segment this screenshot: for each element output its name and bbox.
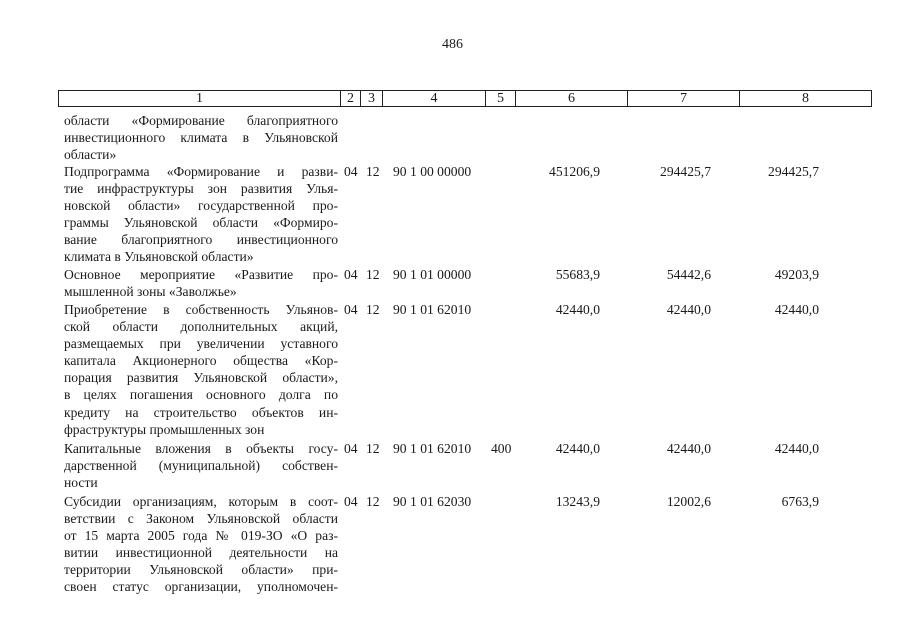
cell-amount-1: 451206,9 <box>549 164 600 179</box>
description-line: мышленной зоны «Заволжье» <box>64 284 237 300</box>
cell-target-article: 90 1 01 62010 <box>393 441 472 456</box>
table-row-description <box>64 163 338 266</box>
cell-amount-2: 42440,0 <box>666 302 711 317</box>
description-line: витии инвестиционной деятельности на <box>64 545 338 561</box>
cell-amount-1: 13243,9 <box>555 494 600 509</box>
description-line: области «Формирование благоприятного <box>64 113 338 128</box>
cell-subsection: 12 <box>366 302 380 317</box>
description-line: ности <box>64 475 98 491</box>
description-line: вание благоприятного инвестиционного <box>64 232 338 248</box>
table-row-description <box>64 301 338 438</box>
header-col-4: 4 <box>383 91 486 106</box>
cell-amount-3: 42440,0 <box>774 302 819 317</box>
cell-target-article: 90 1 01 62010 <box>393 302 472 317</box>
page-number: 486 <box>442 37 463 52</box>
header-col-5: 5 <box>486 91 516 106</box>
cell-amount-3: 49203,9 <box>774 267 819 282</box>
description-line: от 15 марта 2005 года № 019-ЗО «О раз- <box>64 528 338 544</box>
cell-subsection: 12 <box>366 267 380 282</box>
cell-amount-3: 42440,0 <box>774 441 819 456</box>
description-line: климата в Ульяновской области» <box>64 249 254 265</box>
cell-subsection: 12 <box>366 164 380 179</box>
cell-amount-2: 12002,6 <box>666 494 711 509</box>
description-line: области» <box>64 147 117 163</box>
table-row-description <box>64 493 338 596</box>
cell-target-article: 90 1 01 00000 <box>393 267 472 282</box>
header-col-1: 1 <box>59 91 341 106</box>
description-line: территории Ульяновской области» при- <box>64 562 338 578</box>
description-line: Субсидии организациям, которым в соот- <box>64 494 338 509</box>
cell-target-article: 90 1 01 62030 <box>393 494 472 509</box>
cell-section: 04 <box>344 164 358 179</box>
description-line: порация развития Ульяновской области», <box>64 370 338 386</box>
cell-amount-1: 55683,9 <box>555 267 600 282</box>
description-line: новской области» государственной про- <box>64 198 338 214</box>
table-row-description <box>64 266 338 300</box>
table-row-description <box>64 440 338 491</box>
description-line: Основное мероприятие «Развитие про- <box>64 267 338 282</box>
description-line: ской области дополнительных акций, <box>64 319 338 335</box>
description-line: дарственной (муниципальной) собствен- <box>64 458 338 474</box>
description-line: Подпрограмма «Формирование и разви- <box>64 164 338 179</box>
description-line: кредиту на строительство объектов ин- <box>64 404 338 420</box>
cell-subsection: 12 <box>366 441 380 456</box>
cell-amount-2: 54442,6 <box>666 267 711 282</box>
cell-target-article: 90 1 00 00000 <box>393 164 472 179</box>
cell-amount-3: 294425,7 <box>768 164 819 179</box>
description-line: граммы Ульяновской области «Формиро- <box>64 215 338 231</box>
description-line: Приобретение в собственность Ульянов- <box>64 302 338 317</box>
description-line: ветствии с Законом Ульяновской области <box>64 511 338 527</box>
cell-section: 04 <box>344 441 358 456</box>
header-col-7: 7 <box>628 91 740 106</box>
description-line: фраструктуры промышленных зон <box>64 421 265 437</box>
cell-section: 04 <box>344 302 358 317</box>
description-line: Капитальные вложения в объекты госу- <box>64 441 338 456</box>
cell-subsection: 12 <box>366 494 380 509</box>
cell-amount-3: 6763,9 <box>781 494 819 509</box>
cell-amount-2: 42440,0 <box>666 441 711 456</box>
cell-amount-1: 42440,0 <box>555 302 600 317</box>
table-header <box>58 90 872 107</box>
description-line: размещаемых при увеличении уставного <box>64 336 338 352</box>
cell-section: 04 <box>344 267 358 282</box>
description-line: тие инфраструктуры зон развития Улья- <box>64 181 338 197</box>
cell-amount-1: 42440,0 <box>555 441 600 456</box>
description-line: своен статус организации, уполномочен- <box>64 579 338 595</box>
cell-amount-2: 294425,7 <box>660 164 711 179</box>
description-line: инвестиционного климата в Ульяновской <box>64 130 338 146</box>
header-col-3: 3 <box>361 91 383 106</box>
header-col-2: 2 <box>341 91 361 106</box>
table-row-description <box>64 112 338 163</box>
description-line: капитала Акционерного общества «Кор- <box>64 353 338 369</box>
header-col-6: 6 <box>516 91 628 106</box>
header-col-8: 8 <box>802 91 809 106</box>
cell-section: 04 <box>344 494 358 509</box>
description-line: в целях погашения основного долга по <box>64 387 338 403</box>
cell-expense-type: 400 <box>491 441 512 456</box>
